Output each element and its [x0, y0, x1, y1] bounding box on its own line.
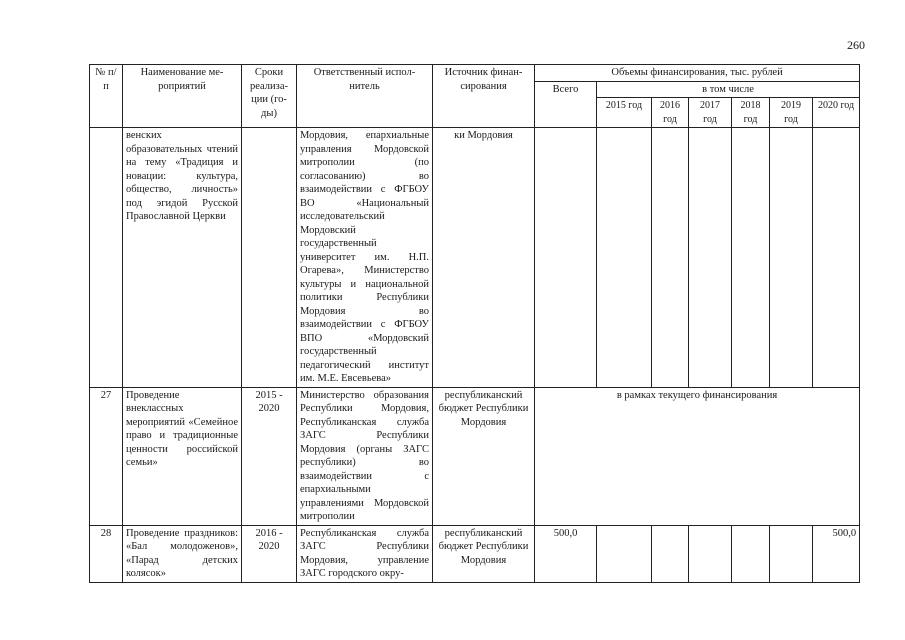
row-source: республиканский бюджет Республики Мордовия [433, 525, 535, 582]
program-table [89, 64, 860, 583]
header-including: в том числе [597, 81, 860, 98]
row-year-2015 [597, 128, 652, 388]
row-responsible: Мордовия, епархиальные управления Мордовской митрополии (по согласованию) во взаимодействии с ФГБОУ ВО «Национальный исследовательский Мордовский государственный университет им. Н.П. Огарева», Министерство культуры и национальной политики Республики Мордовия во взаимодействии с ФГБОУ ВПО «Мордовский государственный педагогический институт им. М.Е. Евсевьева» [297, 128, 433, 388]
row-num: 27 [90, 387, 123, 525]
row-year-2020: 500,0 [813, 525, 860, 582]
table-row [90, 128, 860, 388]
row-name: Проведение внеклассных мероприятий «Семейное право и традиционные ценности российской семьи» [123, 387, 242, 525]
row-name: Проведение праздников: «Бал молодоженов», «Парад детских колясок» [123, 525, 242, 582]
row-funding-note: в рамках текущего финансирования [535, 387, 860, 525]
header-num: № п/п [90, 65, 123, 128]
row-period [242, 128, 297, 388]
row-year-2017 [689, 525, 732, 582]
header-row [90, 65, 860, 82]
row-source: республиканский бюджет Республики Мордовия [433, 387, 535, 525]
row-year-2015 [597, 525, 652, 582]
row-num [90, 128, 123, 388]
row-period: 2015 - 2020 [242, 387, 297, 525]
header-total: Всего [535, 81, 597, 128]
header-funding: Объемы финансирования, тыс. рублей [535, 65, 860, 82]
row-responsible: Министерство образования Республики Мордовия, Республиканская служба ЗАГС Республики Мордовия (органы ЗАГС республики) во взаимодействии с епархиальными управлениями Мордовской митрополии [297, 387, 433, 525]
header-year-2015: 2015 год [597, 98, 652, 128]
row-year-2018 [732, 525, 770, 582]
header-year-2019: 2019 год [770, 98, 813, 128]
row-name: венских образовательных чтений на тему «Традиция и новации: культура, общество, личность» под эгидой Русской Православной Церкви [123, 128, 242, 388]
table-row [90, 387, 860, 525]
row-year-2016 [652, 525, 689, 582]
row-year-2019 [770, 525, 813, 582]
header-year-2020: 2020 год [813, 98, 860, 128]
page-number: 260 [847, 38, 865, 52]
row-period: 2016 - 2020 [242, 525, 297, 582]
row-num: 28 [90, 525, 123, 582]
row-source: ки Мордовия [433, 128, 535, 388]
header-source: Источник финан-сирования [433, 65, 535, 128]
row-year-2020 [813, 128, 860, 388]
row-year-2019 [770, 128, 813, 388]
table-row [90, 525, 860, 582]
row-responsible: Республиканская служба ЗАГС Республики Мордовия, управление ЗАГС городского окру- [297, 525, 433, 582]
row-year-2018 [732, 128, 770, 388]
header-year-2017: 2017 год [689, 98, 732, 128]
row-total [535, 128, 597, 388]
row-year-2017 [689, 128, 732, 388]
header-name: Наименование ме-роприятий [123, 65, 242, 128]
row-total: 500,0 [535, 525, 597, 582]
header-year-2018: 2018 год [732, 98, 770, 128]
header-responsible: Ответственный испол-нитель [297, 65, 433, 128]
header-period: Сроки реализа-ции (го-ды) [242, 65, 297, 128]
row-year-2016 [652, 128, 689, 388]
header-year-2016: 2016 год [652, 98, 689, 128]
